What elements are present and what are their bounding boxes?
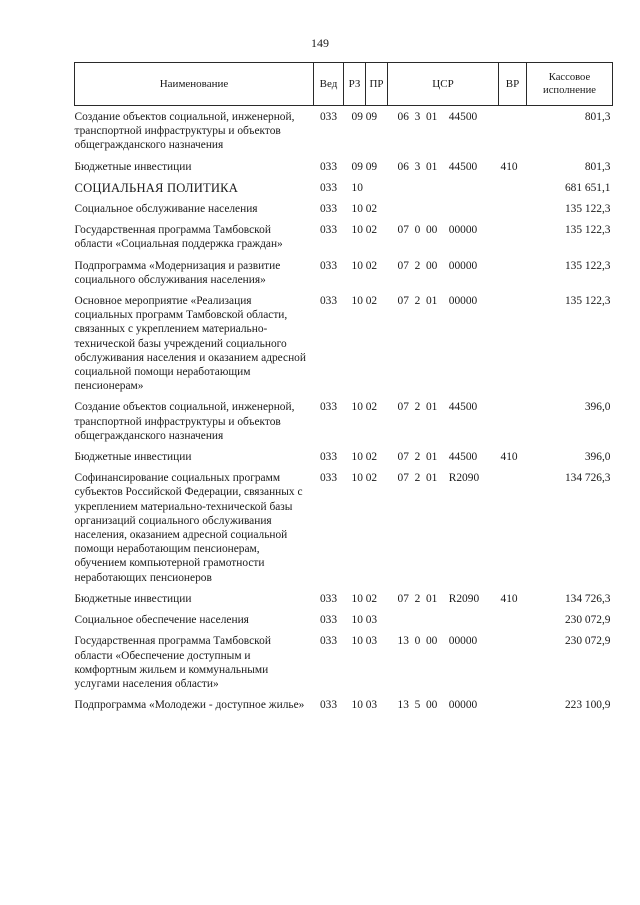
table-row [75,219,613,254]
row-vr [499,630,527,694]
row-exec: 801,3 [584,160,611,173]
table-row [75,630,613,694]
table-row [75,198,613,219]
row-name: Государственная программа Тамбовской области «Социальная поддержка граждан» [74,224,283,251]
row-name: Государственная программа Тамбовской области «Обеспечение доступным и комфортным жильем и коммунальными услугами населения области» [74,635,271,690]
row-ved: 033 [319,203,338,216]
row-rzpr: 10 02 [351,203,378,216]
row-csr: 07 2 01 00000 [397,295,478,308]
row-vr [499,198,527,219]
row-ved: 033 [319,614,338,627]
row-csr: 07 2 01 44500 [397,451,478,464]
row-vr [499,609,527,630]
row-vr [499,694,527,715]
row-rzpr: 10 03 [351,635,378,648]
row-name: Бюджетные инвестиции [74,451,192,464]
row-vr [499,255,527,290]
table-row [75,467,613,588]
row-rzpr: 10 02 [351,472,378,485]
row-csr: 07 2 01 R2090 [397,472,480,485]
row-rzpr: 10 03 [351,614,378,627]
row-csr [388,177,499,198]
row-name: Бюджетные инвестиции [74,592,192,605]
row-exec: 801,3 [584,111,611,123]
header-pr: ПР [366,63,388,106]
row-vr: 410 [500,592,518,605]
row-rzpr: 09 09 [351,160,378,173]
row-exec: 396,0 [584,401,611,414]
row-exec: 135 122,3 [564,259,611,272]
row-csr [388,609,499,630]
table-row [75,396,613,446]
table-row [75,609,613,630]
row-rzpr: 10 02 [351,259,378,272]
budget-execution-table [74,62,613,715]
table-row [75,106,613,156]
row-vr [499,219,527,254]
row-exec: 135 122,3 [564,203,611,216]
row-vr [499,106,527,156]
row-ved: 033 [319,181,338,194]
row-exec: 134 726,3 [564,472,611,485]
header-ved: Вед [314,63,344,106]
row-rzpr: 10 02 [351,224,378,237]
row-ved: 033 [319,401,338,414]
row-vr [499,396,527,446]
row-ved: 033 [319,451,338,464]
row-exec: 135 122,3 [564,295,611,308]
row-name: Подпрограмма «Модернизация и развитие социального обслуживания населения» [74,259,281,286]
row-rzpr: 10 [351,181,363,194]
row-name: Создание объектов социальной, инженерной, транспортной инфраструктуры и объектов общегражданского назначения [74,111,295,152]
row-exec: 230 072,9 [564,635,611,648]
table-row [75,290,613,396]
row-exec: 134 726,3 [564,592,611,605]
table-header-row [75,63,613,106]
row-name: Подпрограмма «Молодежи - доступное жилье» [74,699,305,712]
row-name: Основное мероприятие «Реализация социальных программ Тамбовской области, связанных с укреплением материально-технической базы учреждений социального обслуживания населения и оказанием адресной социальной помощи неработающим пенсионерам» [74,295,306,393]
header-rz: РЗ [344,63,366,106]
table-row [75,588,613,609]
row-ved: 033 [319,592,338,605]
row-csr: 07 2 00 00000 [397,259,478,272]
table-row [75,255,613,290]
row-csr: 07 0 00 00000 [397,224,478,237]
row-csr [388,198,499,219]
row-ved: 033 [319,295,338,308]
header-csr: ЦСР [388,63,499,106]
row-exec: 230 072,9 [564,614,611,627]
row-ved: 033 [319,472,338,485]
row-ved: 033 [319,635,338,648]
row-rzpr: 10 03 [351,699,378,712]
table-row [75,156,613,177]
row-csr: 07 2 01 R2090 [397,592,480,605]
header-exec: Кассовое исполнение [527,63,613,106]
row-ved: 033 [319,160,338,173]
row-vr [499,467,527,588]
row-exec: 135 122,3 [564,224,611,237]
row-rzpr: 10 02 [351,451,378,464]
row-csr: 07 2 01 44500 [397,401,478,414]
table-row [75,694,613,715]
row-ved: 033 [319,259,338,272]
row-rzpr: 10 02 [351,592,378,605]
row-rzpr: 10 02 [351,295,378,308]
row-name: Создание объектов социальной, инженерной, транспортной инфраструктуры и объектов общегражданского назначения [74,401,295,442]
header-name: Наименование [75,63,314,106]
row-ved: 033 [319,224,338,237]
row-vr [499,177,527,198]
row-name: СОЦИАЛЬНАЯ ПОЛИТИКА [74,180,239,195]
row-vr: 410 [500,451,518,464]
page-number: 149 [311,36,329,50]
header-vr: ВР [499,63,527,106]
row-name: Софинансирование социальных программ субъектов Российской Федерации, связанных с укреплением материально-технической базы организаций социального обслуживания населения, оказанием адресной социальной помощи неработающим пенсионерам, обучением компьютерной грамотности неработающих пенсионеров [74,472,303,584]
row-csr: 13 5 00 00000 [397,699,478,712]
row-csr: 06 3 01 44500 [397,160,478,173]
row-rzpr: 09 09 [351,111,378,123]
row-exec: 681 651,1 [564,181,611,194]
table-row [75,177,613,198]
row-name: Социальное обеспечение населения [74,614,249,627]
row-csr: 06 3 01 44500 [397,111,478,123]
row-vr [499,290,527,396]
row-vr: 410 [500,160,518,173]
row-rzpr: 10 02 [351,401,378,414]
row-name: Социальное обслуживание населения [74,203,258,216]
row-ved: 033 [319,111,338,123]
row-name: Бюджетные инвестиции [74,160,192,173]
table-row [75,446,613,467]
row-ved: 033 [319,699,338,712]
row-exec: 223 100,9 [564,699,611,712]
row-exec: 396,0 [584,451,611,464]
row-csr: 13 0 00 00000 [397,635,478,648]
